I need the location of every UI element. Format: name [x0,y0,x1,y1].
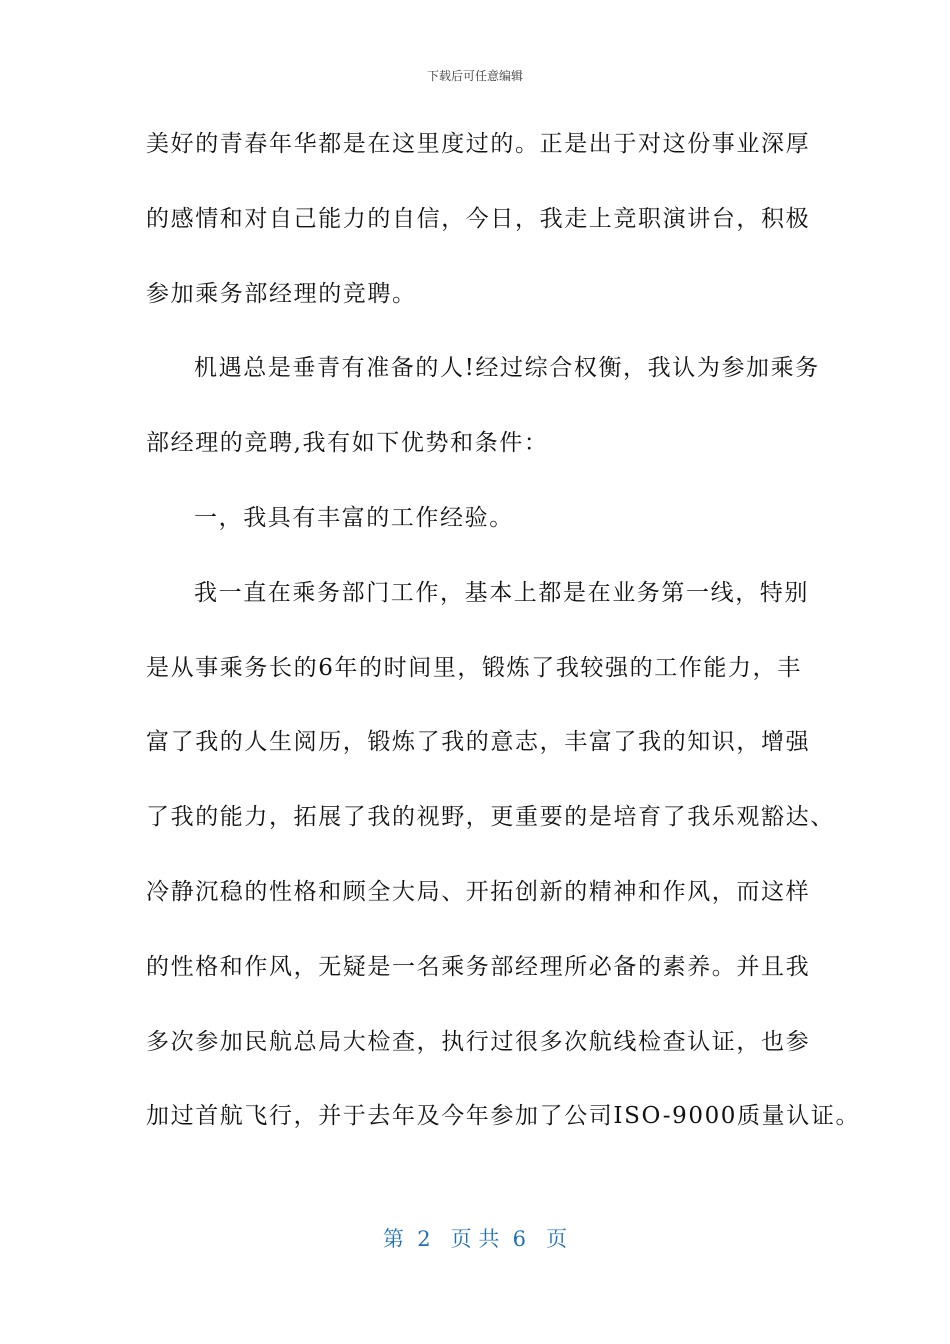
body-line-10: 了我的能力，拓展了我的视野，更重要的是培育了我乐观豁达、 [146,804,835,831]
body-line-12: 的性格和作风，无疑是一名乘务部经理所必备的素养。并且我 [146,953,811,980]
page-number-footer: 第 2 页 共 6 页 [382,1227,568,1251]
body-line-13: 多次参加民航总局大检查，执行过很多次航线检查认证，也参 [146,1028,811,1055]
body-line-11: 冷静沉稳的性格和顾全大局、开拓创新的精神和作风，而这样 [146,878,811,905]
page-header-note: 下载后可任意编辑 [426,69,523,83]
body-line-7: 我一直在乘务部门工作，基本上都是在业务第一线，特别 [194,579,809,606]
document-body [146,124,861,1171]
body-line-9: 富了我的人生阅历，锻炼了我的意志，丰富了我的知识，增强 [146,729,811,756]
body-line-3: 参加乘务部经理的竞聘。 [146,280,417,307]
body-line-1: 美好的青春年华都是在这里度过的。正是出于对这份事业深厚 [146,131,811,157]
body-line-14: 加过首航飞行，并于去年及今年参加了公司ISO-9000质量认证。 [146,1103,861,1130]
body-line-8: 是从事乘务长的6年的时间里，锻炼了我较强的工作能力，丰 [146,654,802,681]
body-line-6: 一，我具有丰富的工作经验。 [194,504,514,531]
body-line-5: 部经理的竞聘,我有如下优势和条件： [146,430,549,457]
body-line-2: 的感情和对自己能力的自信，今日，我走上竞职演讲台，积极 [146,205,811,232]
body-line-4: 机遇总是垂青有准备的人!经过综合权衡，我认为参加乘务 [194,355,820,382]
